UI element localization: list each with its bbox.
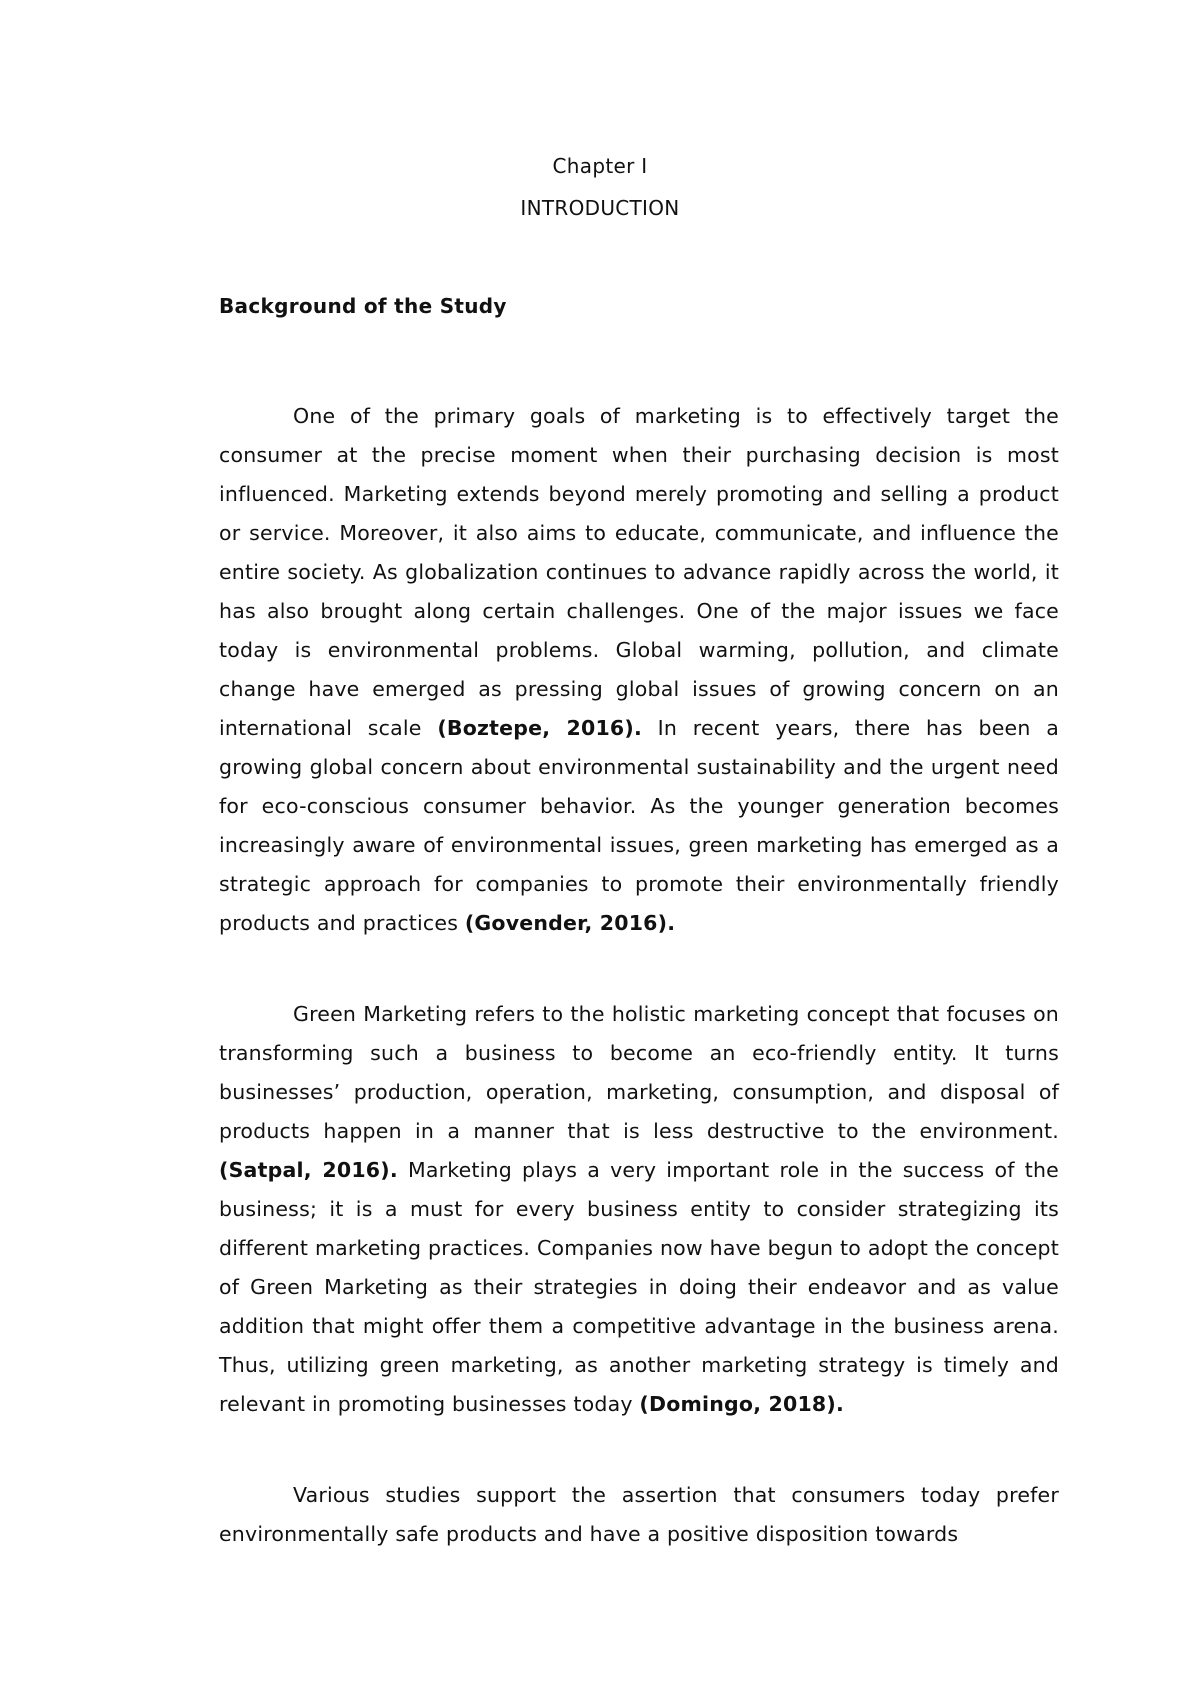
- citation-domingo: (Domingo, 2018).: [639, 1392, 844, 1416]
- paragraph-text: Green Marketing refers to the holistic marketing concept that focuses on transforming such a business to become an eco-friendly entity. It turns businesses’ production, operation, marketing, consumption, and disposal of products happen in a manner that is less destructive to the environment.: [219, 1002, 1059, 1143]
- chapter-title: INTRODUCTION: [520, 196, 680, 220]
- paragraph-text: Various studies support the assertion that consumers today prefer environmentally safe products and have a positive disposition towards: [219, 1483, 1059, 1546]
- body-paragraph-1: [219, 397, 1059, 943]
- citation-satpal: (Satpal, 2016).: [219, 1158, 398, 1182]
- chapter-label: Chapter I: [552, 154, 648, 178]
- paragraph-text: One of the primary goals of marketing is to effectively target the consumer at the precise moment when their purchasing decision is most influenced. Marketing extends beyond merely promoting and selling a product or service. Moreover, it also aims to educate, communicate, and influence the entire society. As globalization continues to advance rapidly across the world, it has also brought along certain challenges. One of the major issues we face today is environmental problems. Global warming, pollution, and climate change have emerged as pressing global issues of growing concern on an international scale: [219, 404, 1059, 740]
- body-paragraph-2: [219, 995, 1059, 1424]
- citation-boztepe: (Boztepe, 2016).: [437, 716, 642, 740]
- body-paragraph-3: [219, 1476, 1059, 1554]
- paragraph-text: Marketing plays a very important role in the success of the business; it is a must for every business entity to consider strategizing its different marketing practices. Companies now have begun to adopt the concept of Green Marketing as their strategies in doing their endeavor and as value addition that might offer them a competitive advantage in the business arena. Thus, utilizing green marketing, as another marketing strategy is timely and relevant in promoting businesses today: [219, 1158, 1059, 1416]
- citation-govender: (Govender, 2016).: [464, 911, 676, 935]
- paragraph-text: In recent years, there has been a growing global concern about environmental sustainability and the urgent need for eco-conscious consumer behavior. As the younger generation becomes increasingly aware of environmental issues, green marketing has emerged as a strategic approach for companies to promote their environmentally friendly products and practices: [219, 716, 1060, 935]
- section-heading: Background of the Study: [219, 294, 507, 318]
